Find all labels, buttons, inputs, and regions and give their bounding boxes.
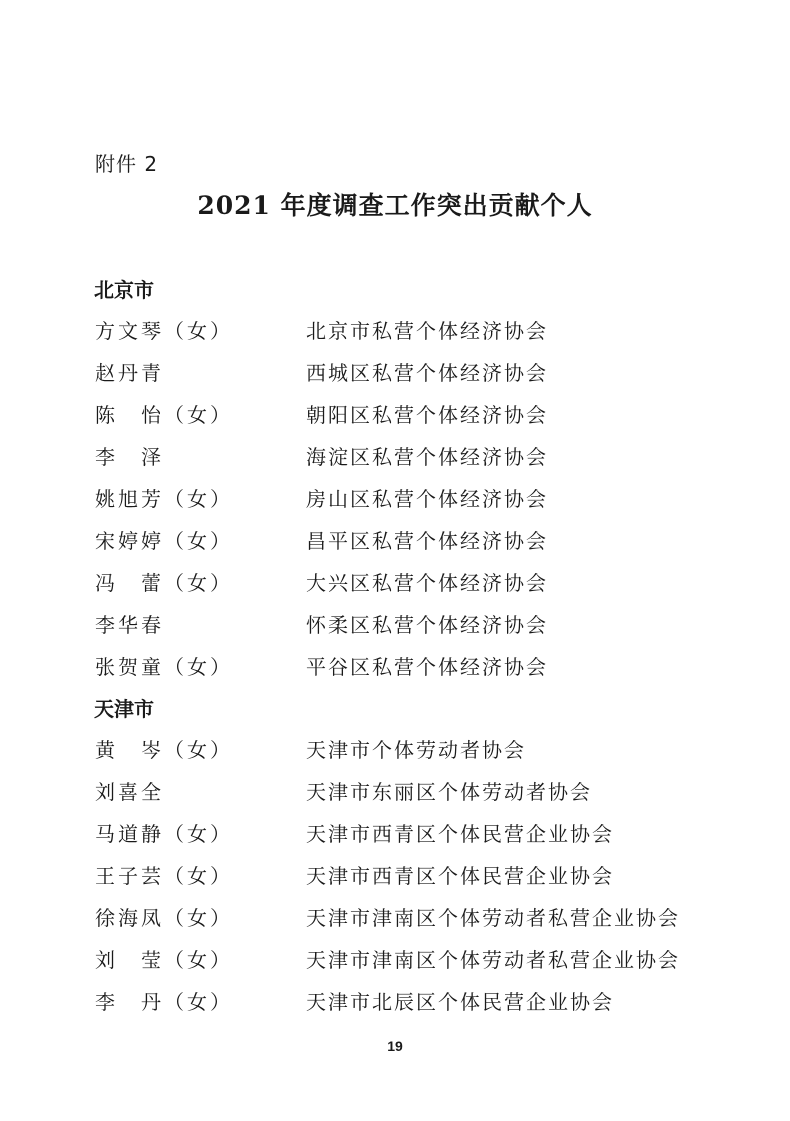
- person-name: 张贺童（女）: [95, 655, 233, 679]
- person-name: 刘 莹（女）: [95, 948, 233, 972]
- person-name: 徐海凤（女）: [95, 906, 233, 930]
- person-name: 马道静（女）: [95, 822, 233, 846]
- list-item: [0, 441, 790, 471]
- organization-name: 北京市私营个体经济协会: [306, 319, 548, 343]
- person-name: 陈 怡（女）: [95, 403, 233, 427]
- person-name: 李 泽: [95, 445, 164, 469]
- person-name: 方文琴（女）: [95, 319, 233, 343]
- list-item: [0, 651, 790, 681]
- organization-name: 海淀区私营个体经济协会: [306, 445, 548, 469]
- organization-name: 西城区私营个体经济协会: [306, 361, 548, 385]
- person-name: 姚旭芳（女）: [95, 487, 233, 511]
- person-name: 王子芸（女）: [95, 864, 233, 888]
- organization-name: 昌平区私营个体经济协会: [306, 529, 548, 553]
- list-item: [0, 902, 790, 932]
- organization-name: 天津市西青区个体民营企业协会: [306, 864, 614, 888]
- section-heading-tianjin: 天津市: [94, 697, 154, 721]
- person-name: 冯 蕾（女）: [95, 571, 233, 595]
- section-heading-beijing: 北京市: [94, 278, 154, 302]
- list-item: [0, 483, 790, 513]
- list-item: [0, 525, 790, 555]
- organization-name: 天津市个体劳动者协会: [306, 738, 526, 762]
- list-item: [0, 567, 790, 597]
- list-item: [0, 818, 790, 848]
- organization-name: 大兴区私营个体经济协会: [306, 571, 548, 595]
- person-name: 黄 岑（女）: [95, 738, 233, 762]
- person-name: 李华春: [95, 613, 164, 637]
- organization-name: 天津市东丽区个体劳动者协会: [306, 780, 592, 804]
- list-item: [0, 860, 790, 890]
- list-item: [0, 609, 790, 639]
- organization-name: 天津市西青区个体民营企业协会: [306, 822, 614, 846]
- page-title: 2021 年度调查工作突出贡献个人: [197, 191, 593, 220]
- organization-name: 怀柔区私营个体经济协会: [306, 613, 548, 637]
- attachment-label: 附件 2: [95, 152, 159, 176]
- organization-name: 天津市津南区个体劳动者私营企业协会: [306, 948, 680, 972]
- person-name: 刘喜全: [95, 780, 164, 804]
- list-item: [0, 776, 790, 806]
- organization-name: 天津市津南区个体劳动者私营企业协会: [306, 906, 680, 930]
- list-item: [0, 399, 790, 429]
- person-name: 赵丹青: [95, 361, 164, 385]
- person-name: 宋婷婷（女）: [95, 529, 233, 553]
- organization-name: 房山区私营个体经济协会: [306, 487, 548, 511]
- list-item: [0, 944, 790, 974]
- list-item: [0, 315, 790, 345]
- list-item: [0, 734, 790, 764]
- organization-name: 天津市北辰区个体民营企业协会: [306, 990, 614, 1014]
- person-name: 李 丹（女）: [95, 990, 233, 1014]
- organization-name: 朝阳区私营个体经济协会: [306, 403, 548, 427]
- page-number: 19: [387, 1038, 403, 1054]
- organization-name: 平谷区私营个体经济协会: [306, 655, 548, 679]
- list-item: [0, 357, 790, 387]
- list-item: [0, 986, 790, 1016]
